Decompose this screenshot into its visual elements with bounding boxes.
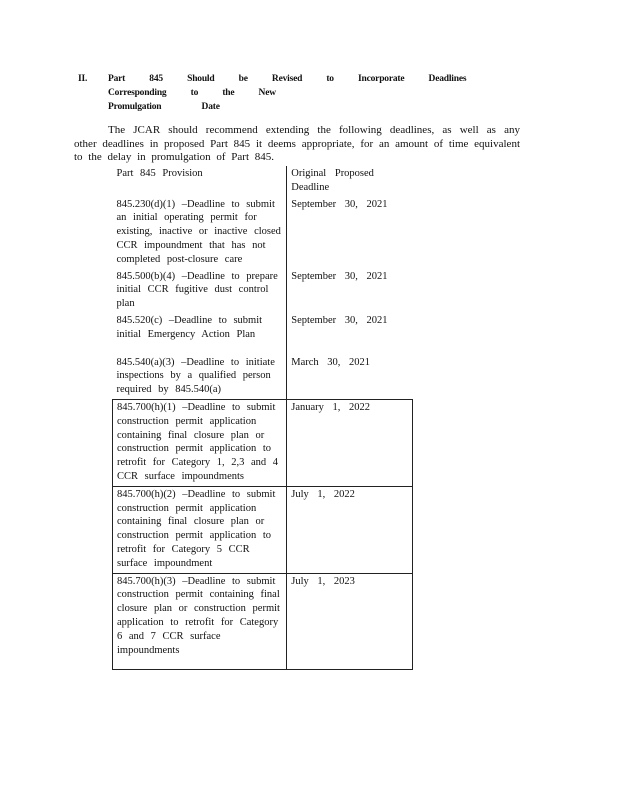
section-title-line-1: Part 845 Should be Revised to Incorporate Deadlines Corresponding to the New [108, 74, 467, 98]
table-spacer [113, 344, 413, 355]
provision-cell: 845.500(b)(4) –Deadline to prepare initial CCR fugitive dust control plan [113, 269, 287, 313]
spacer-cell [113, 344, 287, 355]
header-provision: Part 845 Provision [113, 166, 287, 197]
table-row [113, 486, 413, 573]
provision-cell: 845.540(a)(3) –Deadline to initiate inspections by a qualified person required by 845.540(a) [113, 355, 287, 400]
table-row [113, 269, 413, 313]
deadline-cell: January 1, 2022 [287, 399, 413, 486]
section-number: II. [78, 74, 88, 84]
provision-cell: 845.700(h)(2) –Deadline to submit construction permit application containing final closure plan or construction permit application to retrofit for Category 5 CCR surface impoundment [113, 486, 287, 573]
header-deadline: Original Proposed Deadline [291, 168, 374, 193]
provision-cell: 845.700(h)(1) –Deadline to submit construction permit application containing final closure plan or construction permit application to retrofit for Category 1, 2,3 and 4 CCR surface impoundments [113, 399, 287, 486]
provision-cell: 845.230(d)(1) –Deadline to submit an initial operating permit for existing, inactive or inactive closed CCR impoundment that has not completed post-closure care [113, 197, 287, 269]
deadline-cell: September 30, 2021 [291, 314, 388, 326]
table-row [113, 355, 413, 400]
table-header-row [113, 166, 413, 197]
deadline-cell: July 1, 2022 [287, 486, 413, 573]
table-row [113, 573, 413, 669]
deadlines-table [112, 166, 413, 670]
provision-cell: 845.700(h)(3) –Deadline to submit construction permit containing final closure plan or construction permit application to retrofit for Category 6 and 7 CCR surface impoundments [113, 573, 287, 669]
deadline-cell: March 30, 2021 [291, 356, 371, 368]
deadline-cell: July 1, 2023 [287, 573, 413, 669]
body-paragraph: The JCAR should recommend extending the following deadlines, as well as any other deadlines in proposed Part 845 it deems appropriate, for an amount of time equivalent to the delay in promulgation of Part 845. [74, 124, 520, 163]
spacer-cell [287, 344, 413, 355]
provision-cell: 845.520(c) –Deadline to submit initial Emergency Action Plan [113, 313, 287, 344]
table-row [113, 399, 413, 486]
section-title-line-2: Promulgation Date [108, 102, 220, 112]
table-row [113, 197, 413, 269]
deadline-cell: September 30, 2021 [291, 270, 388, 282]
deadline-cell: September 30, 2021 [291, 198, 388, 210]
section-title [108, 72, 528, 114]
table-row [113, 313, 413, 344]
